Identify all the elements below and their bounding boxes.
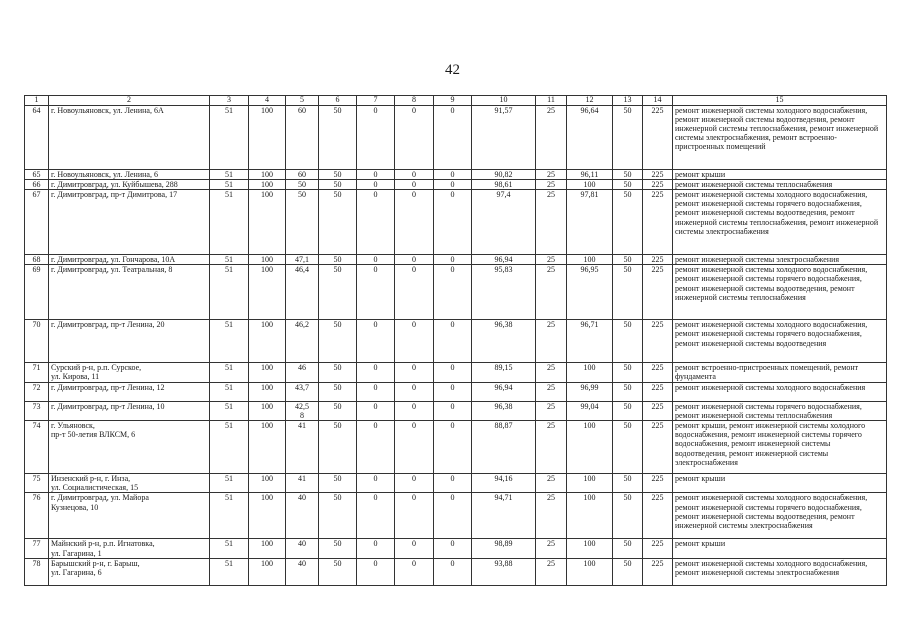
value-cell: 97,81 (567, 189, 613, 254)
value-cell: 96,94 (472, 254, 536, 264)
address-cell: г. Димитровград, пр-т Ленина, 10 (49, 401, 210, 420)
value-cell: 51 (210, 363, 249, 382)
row-number: 64 (25, 105, 49, 169)
value-cell: 0 (434, 320, 472, 363)
value-cell: 25 (536, 493, 567, 539)
value-cell: 50 (319, 401, 357, 420)
value-cell: 0 (357, 473, 395, 492)
address-cell: г. Новоульяновск, ул. Ленина, 6А (49, 105, 210, 169)
value-cell: 100 (249, 265, 286, 320)
table-row (25, 189, 887, 254)
value-cell: 51 (210, 254, 249, 264)
value-cell: 50 (319, 320, 357, 363)
table-row (25, 420, 887, 473)
row-number: 76 (25, 493, 49, 539)
value-cell: 100 (567, 539, 613, 558)
value-cell: 100 (567, 558, 613, 585)
value-cell: 225 (643, 320, 673, 363)
column-header: 2 (49, 96, 210, 106)
value-cell: 0 (395, 493, 434, 539)
table-row (25, 363, 887, 382)
row-number: 73 (25, 401, 49, 420)
header-row (25, 96, 887, 106)
value-cell: 0 (357, 493, 395, 539)
value-cell: 98,89 (472, 539, 536, 558)
value-cell: 100 (249, 320, 286, 363)
value-cell: 50 (319, 539, 357, 558)
value-cell: 100 (249, 363, 286, 382)
row-number: 69 (25, 265, 49, 320)
value-cell: 60 (286, 169, 319, 179)
value-cell: 50 (613, 558, 643, 585)
value-cell: 50 (319, 105, 357, 169)
column-header: 15 (673, 96, 887, 106)
value-cell: 0 (395, 473, 434, 492)
value-cell: 40 (286, 493, 319, 539)
value-cell: 51 (210, 558, 249, 585)
row-number: 77 (25, 539, 49, 558)
value-cell: 96,11 (567, 169, 613, 179)
value-cell: 0 (357, 189, 395, 254)
value-cell: 25 (536, 105, 567, 169)
table-row (25, 265, 887, 320)
value-cell: 100 (249, 473, 286, 492)
value-cell: 46 (286, 363, 319, 382)
row-number: 67 (25, 189, 49, 254)
value-cell: 50 (613, 254, 643, 264)
value-cell: 100 (249, 169, 286, 179)
value-cell: 100 (567, 493, 613, 539)
value-cell: 50 (613, 473, 643, 492)
column-header: 3 (210, 96, 249, 106)
value-cell: 0 (357, 105, 395, 169)
table-row (25, 473, 887, 492)
value-cell: 225 (643, 363, 673, 382)
value-cell: 93,88 (472, 558, 536, 585)
address-cell: г. Димитровград, ул. Театральная, 8 (49, 265, 210, 320)
value-cell: 225 (643, 179, 673, 189)
works-cell: ремонт инженерной системы холодного водоснабжения, ремонт инженерной системы электроснабжения (673, 558, 887, 585)
value-cell: 25 (536, 401, 567, 420)
page-number: 42 (445, 62, 460, 78)
value-cell: 51 (210, 189, 249, 254)
value-cell: 96,94 (472, 382, 536, 401)
value-cell: 100 (249, 558, 286, 585)
value-cell: 96,38 (472, 401, 536, 420)
value-cell: 25 (536, 363, 567, 382)
row-number: 66 (25, 179, 49, 189)
column-header: 10 (472, 96, 536, 106)
value-cell: 0 (395, 169, 434, 179)
value-cell: 0 (395, 320, 434, 363)
works-cell: ремонт встроенно-пристроенных помещений, ремонт фундамента (673, 363, 887, 382)
value-cell: 225 (643, 473, 673, 492)
value-cell: 88,87 (472, 420, 536, 473)
value-cell: 225 (643, 169, 673, 179)
value-cell: 25 (536, 558, 567, 585)
value-cell: 0 (357, 254, 395, 264)
value-cell: 40 (286, 558, 319, 585)
value-cell: 50 (613, 539, 643, 558)
value-cell: 51 (210, 105, 249, 169)
value-cell: 50 (319, 254, 357, 264)
table-row (25, 382, 887, 401)
value-cell: 100 (249, 493, 286, 539)
works-cell: ремонт инженерной системы холодного водоснабжения, ремонт инженерной системы водоотведения, ремонт инженерной системы теплоснабжения, ремонт инженерной системы электроснабжения, ремонт встроенно-пристроенных помещений (673, 105, 887, 169)
value-cell: 100 (567, 473, 613, 492)
value-cell: 100 (249, 179, 286, 189)
value-cell: 0 (395, 254, 434, 264)
works-cell: ремонт инженерной системы холодного водоснабжения, ремонт инженерной системы горячего водоснабжения, ремонт инженерной системы водоотведения, ремонт инженерной системы электроснабжения (673, 493, 887, 539)
value-cell: 225 (643, 382, 673, 401)
works-cell: ремонт крыши, ремонт инженерной системы холодного водоснабжения, ремонт инженерной системы горячего водоснабжения, ремонт инженерной системы водоотведения, ремонт инженерной системы электроснабжения (673, 420, 887, 473)
value-cell: 0 (434, 420, 472, 473)
value-cell: 100 (249, 254, 286, 264)
address-cell: г. Димитровград, пр-т Ленина, 12 (49, 382, 210, 401)
works-cell: ремонт инженерной системы холодного водоснабжения, ремонт инженерной системы горячего водоснабжения, ремонт инженерной системы водоотведения, ремонт инженерной системы теплоснабжения (673, 265, 887, 320)
value-cell: 0 (395, 265, 434, 320)
value-cell: 25 (536, 473, 567, 492)
value-cell: 90,82 (472, 169, 536, 179)
value-cell: 100 (567, 179, 613, 189)
value-cell: 0 (434, 539, 472, 558)
column-header: 11 (536, 96, 567, 106)
value-cell: 25 (536, 179, 567, 189)
value-cell: 25 (536, 382, 567, 401)
column-header: 7 (357, 96, 395, 106)
value-cell: 0 (395, 179, 434, 189)
value-cell: 0 (357, 558, 395, 585)
address-cell: г. Димитровград, ул. Гончарова, 10А (49, 254, 210, 264)
value-cell: 25 (536, 420, 567, 473)
value-cell: 100 (249, 539, 286, 558)
value-cell: 96,64 (567, 105, 613, 169)
address-cell: г. Димитровград, ул. Куйбышева, 288 (49, 179, 210, 189)
works-cell: ремонт инженерной системы горячего водоснабжения, ремонт инженерной системы теплоснабжения (673, 401, 887, 420)
value-cell: 225 (643, 539, 673, 558)
value-cell: 225 (643, 105, 673, 169)
value-cell: 225 (643, 493, 673, 539)
row-number: 65 (25, 169, 49, 179)
value-cell: 0 (434, 401, 472, 420)
works-cell: ремонт инженерной системы холодного водоснабжения, ремонт инженерной системы горячего водоснабжения, ремонт инженерной системы водоотведения, ремонт инженерной системы теплоснабжения, ремонт инженерной системы электроснабжения (673, 189, 887, 254)
value-cell: 225 (643, 265, 673, 320)
value-cell: 25 (536, 320, 567, 363)
value-cell: 0 (395, 539, 434, 558)
value-cell: 50 (319, 179, 357, 189)
value-cell: 50 (613, 179, 643, 189)
value-cell: 51 (210, 401, 249, 420)
table-row (25, 179, 887, 189)
value-cell: 25 (536, 539, 567, 558)
value-cell: 95,83 (472, 265, 536, 320)
value-cell: 100 (249, 420, 286, 473)
column-header: 6 (319, 96, 357, 106)
value-cell: 0 (357, 320, 395, 363)
value-cell: 96,71 (567, 320, 613, 363)
value-cell: 50 (613, 420, 643, 473)
address-cell: г. Димитровград, пр-т Димитрова, 17 (49, 189, 210, 254)
value-cell: 25 (536, 265, 567, 320)
value-cell: 50 (319, 473, 357, 492)
value-cell: 50 (613, 320, 643, 363)
value-cell: 0 (434, 189, 472, 254)
value-cell: 51 (210, 382, 249, 401)
value-cell: 0 (395, 363, 434, 382)
column-header: 8 (395, 96, 434, 106)
value-cell: 225 (643, 254, 673, 264)
row-number: 75 (25, 473, 49, 492)
works-cell: ремонт крыши (673, 473, 887, 492)
column-header: 14 (643, 96, 673, 106)
value-cell: 0 (357, 401, 395, 420)
value-cell: 0 (395, 189, 434, 254)
column-header: 12 (567, 96, 613, 106)
value-cell: 51 (210, 473, 249, 492)
column-header: 1 (25, 96, 49, 106)
value-cell: 50 (319, 558, 357, 585)
value-cell: 25 (536, 169, 567, 179)
value-cell: 89,15 (472, 363, 536, 382)
works-cell: ремонт крыши (673, 539, 887, 558)
row-number: 74 (25, 420, 49, 473)
value-cell: 100 (567, 420, 613, 473)
row-number: 68 (25, 254, 49, 264)
row-number: 71 (25, 363, 49, 382)
value-cell: 50 (319, 420, 357, 473)
table-row (25, 558, 887, 585)
value-cell: 0 (395, 382, 434, 401)
value-cell: 0 (434, 558, 472, 585)
value-cell: 0 (434, 493, 472, 539)
value-cell: 0 (434, 169, 472, 179)
value-cell: 0 (434, 363, 472, 382)
value-cell: 0 (357, 382, 395, 401)
value-cell: 40 (286, 539, 319, 558)
address-cell: г. Димитровград, ул. Майора Кузнецова, 10 (49, 493, 210, 539)
table-row (25, 539, 887, 558)
value-cell: 50 (319, 169, 357, 179)
value-cell: 225 (643, 189, 673, 254)
value-cell: 225 (643, 420, 673, 473)
value-cell: 60 (286, 105, 319, 169)
value-cell: 0 (357, 265, 395, 320)
value-cell: 100 (567, 363, 613, 382)
column-header: 4 (249, 96, 286, 106)
works-cell: ремонт инженерной системы холодного водоснабжения (673, 382, 887, 401)
works-cell: ремонт крыши (673, 169, 887, 179)
value-cell: 51 (210, 493, 249, 539)
value-cell: 42,5 8 (286, 401, 319, 420)
value-cell: 97,4 (472, 189, 536, 254)
works-cell: ремонт инженерной системы холодного водоснабжения, ремонт инженерной системы горячего водоснабжения, ремонт инженерной системы водоотведения (673, 320, 887, 363)
table-row (25, 493, 887, 539)
row-number: 78 (25, 558, 49, 585)
value-cell: 96,38 (472, 320, 536, 363)
value-cell: 0 (395, 420, 434, 473)
value-cell: 43,7 (286, 382, 319, 401)
value-cell: 50 (613, 363, 643, 382)
value-cell: 25 (536, 189, 567, 254)
value-cell: 0 (434, 179, 472, 189)
value-cell: 96,95 (567, 265, 613, 320)
value-cell: 46,2 (286, 320, 319, 363)
value-cell: 50 (613, 265, 643, 320)
value-cell: 50 (319, 265, 357, 320)
value-cell: 94,16 (472, 473, 536, 492)
value-cell: 0 (434, 265, 472, 320)
value-cell: 98,61 (472, 179, 536, 189)
value-cell: 51 (210, 539, 249, 558)
value-cell: 50 (613, 382, 643, 401)
works-cell: ремонт инженерной системы электроснабжения (673, 254, 887, 264)
table-row (25, 401, 887, 420)
value-cell: 46,4 (286, 265, 319, 320)
value-cell: 94,71 (472, 493, 536, 539)
value-cell: 51 (210, 320, 249, 363)
value-cell: 100 (249, 401, 286, 420)
value-cell: 0 (357, 420, 395, 473)
value-cell: 51 (210, 179, 249, 189)
value-cell: 100 (249, 105, 286, 169)
address-cell: г. Ульяновск, пр-т 50-летия ВЛКСМ, 6 (49, 420, 210, 473)
value-cell: 91,57 (472, 105, 536, 169)
address-cell: Барышский р-н, г. Барыш, ул. Гагарина, 6 (49, 558, 210, 585)
value-cell: 50 (319, 382, 357, 401)
value-cell: 0 (434, 254, 472, 264)
value-cell: 50 (319, 493, 357, 539)
value-cell: 99,04 (567, 401, 613, 420)
value-cell: 96,99 (567, 382, 613, 401)
value-cell: 41 (286, 473, 319, 492)
value-cell: 50 (319, 189, 357, 254)
value-cell: 51 (210, 169, 249, 179)
value-cell: 0 (434, 105, 472, 169)
column-header: 9 (434, 96, 472, 106)
value-cell: 50 (613, 189, 643, 254)
address-cell: Майнский р-н, р.п. Игнатовка, ул. Гагарина, 1 (49, 539, 210, 558)
row-number: 72 (25, 382, 49, 401)
value-cell: 50 (613, 493, 643, 539)
value-cell: 225 (643, 558, 673, 585)
address-cell: Инзенский р-н, г. Инза, ул. Социалистическая, 15 (49, 473, 210, 492)
column-header: 5 (286, 96, 319, 106)
value-cell: 100 (567, 254, 613, 264)
value-cell: 50 (613, 401, 643, 420)
value-cell: 50 (613, 105, 643, 169)
value-cell: 0 (357, 179, 395, 189)
value-cell: 51 (210, 265, 249, 320)
value-cell: 225 (643, 401, 673, 420)
value-cell: 0 (395, 558, 434, 585)
works-cell: ремонт инженерной системы теплоснабжения (673, 179, 887, 189)
value-cell: 51 (210, 420, 249, 473)
value-cell: 50 (286, 179, 319, 189)
value-cell: 25 (536, 254, 567, 264)
value-cell: 0 (395, 105, 434, 169)
address-cell: г. Димитровград, пр-т Ленина, 20 (49, 320, 210, 363)
table-row (25, 254, 887, 264)
table-row (25, 169, 887, 179)
value-cell: 100 (249, 189, 286, 254)
table-row (25, 105, 887, 169)
row-number: 70 (25, 320, 49, 363)
value-cell: 50 (613, 169, 643, 179)
table-row (25, 320, 887, 363)
value-cell: 50 (286, 189, 319, 254)
value-cell: 41 (286, 420, 319, 473)
value-cell: 100 (249, 382, 286, 401)
address-cell: Сурский р-н, р.п. Сурское, ул. Кирова, 11 (49, 363, 210, 382)
works-table (24, 95, 887, 586)
value-cell: 47,1 (286, 254, 319, 264)
value-cell: 0 (434, 382, 472, 401)
column-header: 13 (613, 96, 643, 106)
value-cell: 0 (357, 363, 395, 382)
value-cell: 0 (395, 401, 434, 420)
address-cell: г. Новоульяновск, ул. Ленина, 6 (49, 169, 210, 179)
value-cell: 0 (357, 169, 395, 179)
value-cell: 0 (357, 539, 395, 558)
value-cell: 0 (434, 473, 472, 492)
value-cell: 50 (319, 363, 357, 382)
